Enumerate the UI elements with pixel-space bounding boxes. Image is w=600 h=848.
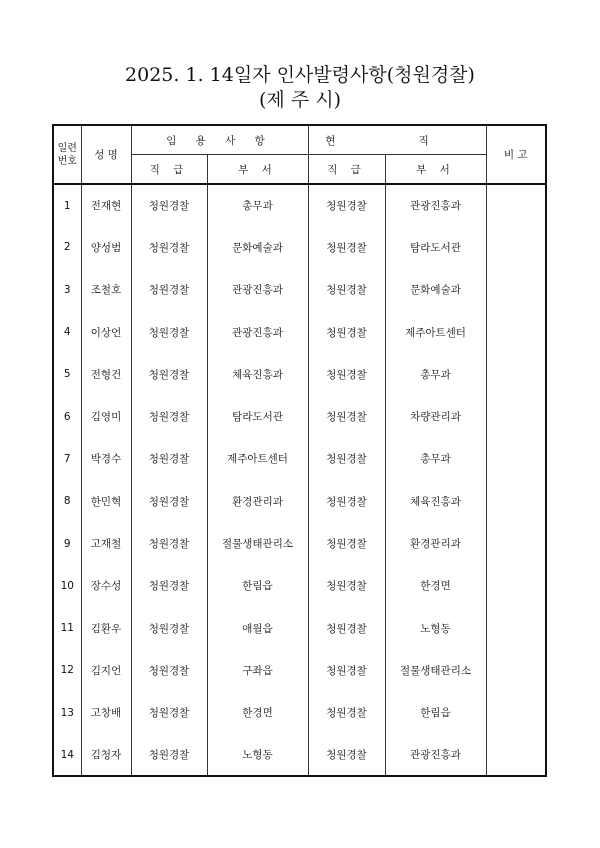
new-department-cell: 문화예술과 <box>207 226 308 268</box>
new-rank-cell: 청원경찰 <box>131 734 207 776</box>
current-department-cell: 제주아트센터 <box>385 311 486 353</box>
employee-name-cell: 박경수 <box>81 438 131 480</box>
document-subtitle: (제 주 시) <box>259 89 341 111</box>
new-rank-cell: 청원경찰 <box>131 480 207 522</box>
table-row <box>53 480 546 522</box>
employee-name-cell: 김지언 <box>81 649 131 691</box>
remarks-cell <box>486 269 546 311</box>
current-department-cell: 환경관리과 <box>385 522 486 564</box>
remarks-cell <box>486 734 546 776</box>
current-department-cell: 절물생태관리소 <box>385 649 486 691</box>
current-rank-cell: 청원경찰 <box>308 692 385 734</box>
new-department-cell: 탐라도서관 <box>207 395 308 437</box>
row-number-cell: 3 <box>53 269 81 311</box>
table-row <box>53 269 546 311</box>
current-rank-cell: 청원경찰 <box>308 353 385 395</box>
new-department-cell: 환경관리과 <box>207 480 308 522</box>
current-department-cell: 탐라도서관 <box>385 226 486 268</box>
current-department-cell: 관광진흥과 <box>385 734 486 776</box>
current-rank-cell: 청원경찰 <box>308 311 385 353</box>
table-row <box>53 353 546 395</box>
new-rank-cell: 청원경찰 <box>131 565 207 607</box>
current-rank-cell: 청원경찰 <box>308 184 385 226</box>
employee-name-cell: 전형건 <box>81 353 131 395</box>
header-current-position: 현 직 <box>308 125 486 155</box>
current-rank-cell: 청원경찰 <box>308 395 385 437</box>
row-number-cell: 4 <box>53 311 81 353</box>
current-rank-cell: 청원경찰 <box>308 565 385 607</box>
remarks-cell <box>486 649 546 691</box>
new-rank-cell: 청원경찰 <box>131 692 207 734</box>
remarks-cell <box>486 395 546 437</box>
remarks-cell <box>486 353 546 395</box>
new-department-cell: 관광진흥과 <box>207 269 308 311</box>
current-department-cell: 노형동 <box>385 607 486 649</box>
table-row <box>53 734 546 776</box>
row-number-cell: 11 <box>53 607 81 649</box>
new-department-cell: 제주아트센터 <box>207 438 308 480</box>
header-new-rank: 직 급 <box>131 155 207 185</box>
remarks-cell <box>486 565 546 607</box>
row-number-cell: 7 <box>53 438 81 480</box>
new-rank-cell: 청원경찰 <box>131 522 207 564</box>
new-department-cell: 관광진흥과 <box>207 311 308 353</box>
current-department-cell: 관광진흥과 <box>385 184 486 226</box>
new-department-cell: 한림읍 <box>207 565 308 607</box>
current-rank-cell: 청원경찰 <box>308 734 385 776</box>
remarks-cell <box>486 311 546 353</box>
new-department-cell: 절물생태관리소 <box>207 522 308 564</box>
table-row <box>53 649 546 691</box>
remarks-cell <box>486 522 546 564</box>
row-number-cell: 5 <box>53 353 81 395</box>
row-number-cell: 12 <box>53 649 81 691</box>
current-rank-cell: 청원경찰 <box>308 607 385 649</box>
new-department-cell: 구좌읍 <box>207 649 308 691</box>
new-department-cell: 총무과 <box>207 184 308 226</box>
new-rank-cell: 청원경찰 <box>131 395 207 437</box>
header-current-dept: 부 서 <box>385 155 486 185</box>
new-rank-cell: 청원경찰 <box>131 311 207 353</box>
employee-name-cell: 한민혁 <box>81 480 131 522</box>
current-rank-cell: 청원경찰 <box>308 649 385 691</box>
remarks-cell <box>486 480 546 522</box>
header-current-rank: 직 급 <box>308 155 385 185</box>
current-rank-cell: 청원경찰 <box>308 226 385 268</box>
current-department-cell: 차량관리과 <box>385 395 486 437</box>
employee-name-cell: 조철호 <box>81 269 131 311</box>
current-department-cell: 한림읍 <box>385 692 486 734</box>
employee-name-cell: 김청자 <box>81 734 131 776</box>
table-row <box>53 438 546 480</box>
current-department-cell: 총무과 <box>385 353 486 395</box>
row-number-cell: 14 <box>53 734 81 776</box>
employee-name-cell: 고창배 <box>81 692 131 734</box>
remarks-cell <box>486 692 546 734</box>
table-row <box>53 226 546 268</box>
current-rank-cell: 청원경찰 <box>308 269 385 311</box>
employee-name-cell: 고재철 <box>81 522 131 564</box>
new-department-cell: 체육진흥과 <box>207 353 308 395</box>
remarks-cell <box>486 607 546 649</box>
table-row <box>53 522 546 564</box>
remarks-cell <box>486 438 546 480</box>
row-number-cell: 6 <box>53 395 81 437</box>
new-rank-cell: 청원경찰 <box>131 184 207 226</box>
employee-name-cell: 전재현 <box>81 184 131 226</box>
header-appointment: 임 용 사 항 <box>131 125 308 155</box>
current-rank-cell: 청원경찰 <box>308 522 385 564</box>
new-department-cell: 노형동 <box>207 734 308 776</box>
table-row <box>53 395 546 437</box>
header-new-dept: 부 서 <box>207 155 308 185</box>
row-number-cell: 13 <box>53 692 81 734</box>
new-rank-cell: 청원경찰 <box>131 438 207 480</box>
header-remarks: 비 고 <box>486 125 546 184</box>
remarks-cell <box>486 226 546 268</box>
new-rank-cell: 청원경찰 <box>131 226 207 268</box>
table-row <box>53 692 546 734</box>
current-department-cell: 총무과 <box>385 438 486 480</box>
header-serial-number: 일련번호 <box>53 125 81 184</box>
new-rank-cell: 청원경찰 <box>131 649 207 691</box>
row-number-cell: 9 <box>53 522 81 564</box>
table-row <box>53 565 546 607</box>
employee-name-cell: 김영미 <box>81 395 131 437</box>
table-row <box>53 607 546 649</box>
row-number-cell: 10 <box>53 565 81 607</box>
current-department-cell: 문화예술과 <box>385 269 486 311</box>
new-rank-cell: 청원경찰 <box>131 607 207 649</box>
new-rank-cell: 청원경찰 <box>131 353 207 395</box>
header-name: 성 명 <box>81 125 131 184</box>
new-rank-cell: 청원경찰 <box>131 269 207 311</box>
row-number-cell: 1 <box>53 184 81 226</box>
employee-name-cell: 장수성 <box>81 565 131 607</box>
new-department-cell: 한경면 <box>207 692 308 734</box>
current-rank-cell: 청원경찰 <box>308 480 385 522</box>
employee-name-cell: 김환우 <box>81 607 131 649</box>
current-department-cell: 한경면 <box>385 565 486 607</box>
document-title: 2025. 1. 14일자 인사발령사항(청원경찰) <box>125 64 475 86</box>
row-number-cell: 8 <box>53 480 81 522</box>
employee-name-cell: 이상언 <box>81 311 131 353</box>
new-department-cell: 애월읍 <box>207 607 308 649</box>
table-row <box>53 311 546 353</box>
remarks-cell <box>486 184 546 226</box>
personnel-table <box>52 124 547 777</box>
table-row <box>53 184 546 226</box>
current-department-cell: 체육진흥과 <box>385 480 486 522</box>
employee-name-cell: 양성범 <box>81 226 131 268</box>
current-rank-cell: 청원경찰 <box>308 438 385 480</box>
row-number-cell: 2 <box>53 226 81 268</box>
